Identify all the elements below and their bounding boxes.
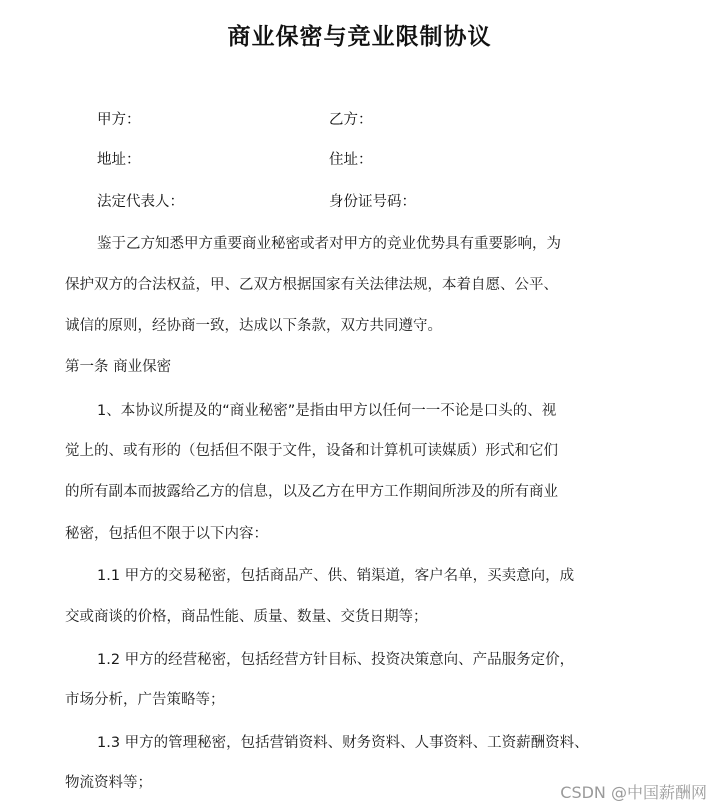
- clause-line: 1、本协议所提及的“商业秘密”是指由甲方以任何一一不论是口头的、视: [97, 403, 557, 419]
- clause-line: 1.2 甲方的经营秘密，包括经营方针目标、投资决策意向、产品服务定价，: [97, 652, 575, 668]
- clause-line: 市场分析，广告策略等；: [65, 692, 225, 708]
- preamble-line: 鉴于乙方知悉甲方重要商业秘密或者对甲方的竞业优势具有重要影响，为: [97, 236, 561, 252]
- address-label: 地址：: [97, 152, 141, 168]
- clause-line: 的所有副本而披露给乙方的信息，以及乙方在甲方工作期间所涉及的所有商业: [65, 484, 558, 500]
- legal-rep-label: 法定代表人：: [97, 194, 184, 210]
- preamble-line: 诚信的原则，经协商一致，达成以下条款，双方共同遵守。: [65, 318, 442, 334]
- clause-line: 1.3 甲方的管理秘密，包括营销资料、财务资料、人事资料、工资薪酬资料、: [97, 735, 589, 751]
- id-number-label: 身份证号码：: [329, 194, 416, 210]
- clause-line: 交或商谈的价格，商品性能、质量、数量、交货日期等；: [65, 609, 428, 625]
- party-a-label: 甲方：: [97, 112, 141, 128]
- clause-line: 1.1 甲方的交易秘密，包括商品产、供、销渠道，客户名单，买卖意向，成: [97, 568, 575, 584]
- article-heading: 第一条 商业保密: [65, 359, 172, 375]
- party-b-label: 乙方：: [329, 112, 373, 128]
- clause-line: 觉上的、或有形的（包括但不限于文件，设备和计算机可读媒质）形式和它们: [65, 443, 558, 459]
- clause-line: 秘密，包括但不限于以下内容：: [65, 526, 268, 542]
- clause-line: 物流资料等；: [65, 775, 152, 791]
- document-title: 商业保密与竞业限制协议: [227, 23, 492, 50]
- source-watermark: CSDN @中国薪酬网: [560, 783, 707, 802]
- preamble-line: 保护双方的合法权益，甲、乙双方根据国家有关法律法规，本着自愿、公平、: [65, 277, 558, 293]
- residence-label: 住址：: [329, 152, 373, 168]
